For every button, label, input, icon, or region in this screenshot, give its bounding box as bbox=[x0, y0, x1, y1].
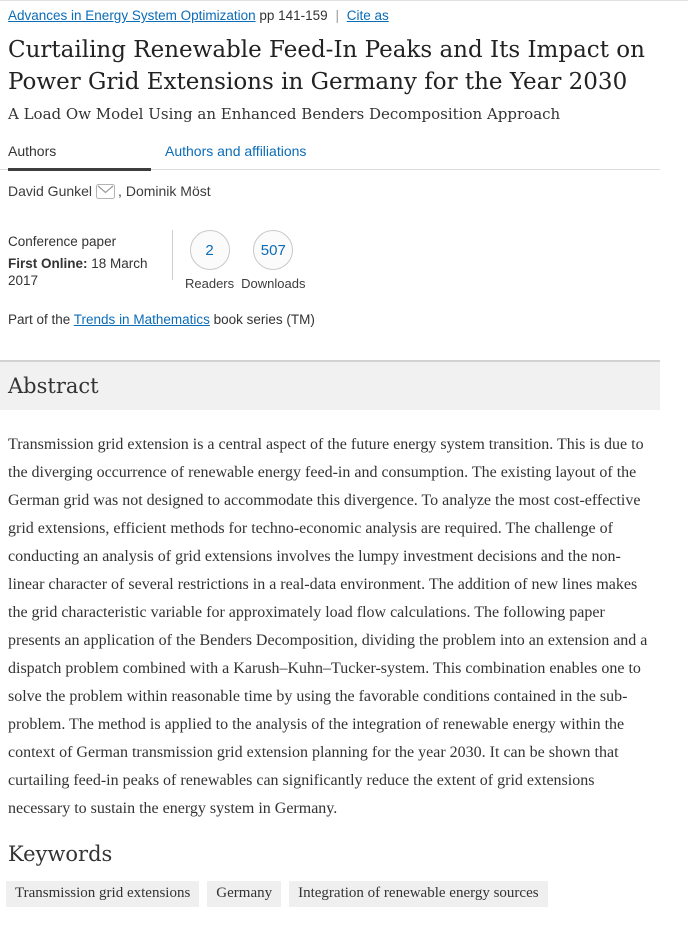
breadcrumb bbox=[0, 1, 688, 24]
keywords-list bbox=[0, 881, 688, 907]
meta-divider bbox=[172, 230, 173, 280]
keyword-chip[interactable]: Integration of renewable energy sources bbox=[289, 881, 547, 907]
readers-label: Readers bbox=[185, 276, 235, 291]
first-online bbox=[8, 255, 172, 289]
first-online-value: 18 March 2017 bbox=[8, 256, 148, 288]
keywords-heading: Keywords bbox=[8, 842, 113, 866]
readers-count: 2 bbox=[205, 241, 214, 259]
breadcrumb-book-link[interactable]: Advances in Energy System Optimization bbox=[8, 8, 256, 23]
downloads-count: 507 bbox=[260, 241, 286, 259]
page-subtitle: A Load Ow Model Using an Enhanced Benders Decomposition Approach bbox=[8, 105, 561, 123]
author-name-1[interactable]: David Gunkel bbox=[8, 183, 93, 199]
abstract-heading: Abstract bbox=[8, 374, 99, 398]
author-name-2[interactable]: Dominik Möst bbox=[125, 183, 211, 199]
first-online-label: First Online: bbox=[8, 256, 88, 271]
authors-line bbox=[0, 183, 688, 202]
abstract-text: Transmission grid extension is a central aspect of the future energy system transition. This is due to the diverging occurrence of renewable energy feed-in and consumption. The existing layout of the German grid was not designed to accommodate this divergence. To analyze the most cost-effective grid extensions, efficient methods for techno-economic analysis are required. The challenge of conducting an analysis of grid extensions involves the lumpy investment decisions and the non-linear character of several restrictions in a real-data environment. The addition of new lines makes the grid characteristic variable for approximately load flow calculations. The following paper presents an application of the Benders Decomposition, dividing the problem into an extension and a dispatch problem combined with a Karush–Kuhn–Tucker-system. This combination enables one to solve the problem within reasonable time by using the favorable conditions contained in the sub-problem. The method is applied to the analysis of the integration of renewable energy within the context of German transmission grid extension planning for the year 2030. It can be shown that curtailing feed-in peaks of renewables can significantly reduce the extent of grid extensions necessary to sustain the energy system in Germany. bbox=[8, 436, 648, 817]
breadcrumb-pages: pp 141-159 bbox=[259, 8, 328, 23]
abstract-section-header bbox=[0, 360, 660, 410]
meta-row bbox=[0, 230, 688, 291]
page-title: Curtailing Renewable Feed-In Peaks and Its Impact on Power Grid Extensions in Germany for the Year 2030 bbox=[8, 37, 645, 95]
meta-left bbox=[8, 230, 172, 289]
part-of-suffix: book series (TM) bbox=[209, 312, 315, 327]
keyword-chip[interactable]: Germany bbox=[207, 881, 281, 907]
readers-count-badge bbox=[190, 230, 230, 270]
tab-authors[interactable]: Authors bbox=[8, 143, 151, 171]
metric-readers[interactable] bbox=[185, 230, 234, 291]
book-series-line bbox=[0, 312, 688, 327]
content-type: Conference paper bbox=[8, 234, 117, 249]
downloads-count-badge bbox=[253, 230, 293, 270]
metric-downloads[interactable] bbox=[241, 230, 305, 291]
breadcrumb-separator: | bbox=[335, 8, 339, 23]
part-of-prefix: Part of the bbox=[8, 312, 74, 327]
tab-authors-affiliations[interactable]: Authors and affiliations bbox=[165, 143, 307, 159]
downloads-label: Downloads bbox=[241, 276, 306, 291]
cite-as-link[interactable]: Cite as bbox=[346, 8, 389, 23]
series-link[interactable]: Trends in Mathematics bbox=[73, 312, 210, 327]
author-separator: , bbox=[118, 183, 126, 199]
keyword-chip[interactable]: Transmission grid extensions bbox=[6, 881, 199, 907]
author-tabs bbox=[0, 143, 660, 170]
email-icon[interactable] bbox=[96, 184, 115, 202]
